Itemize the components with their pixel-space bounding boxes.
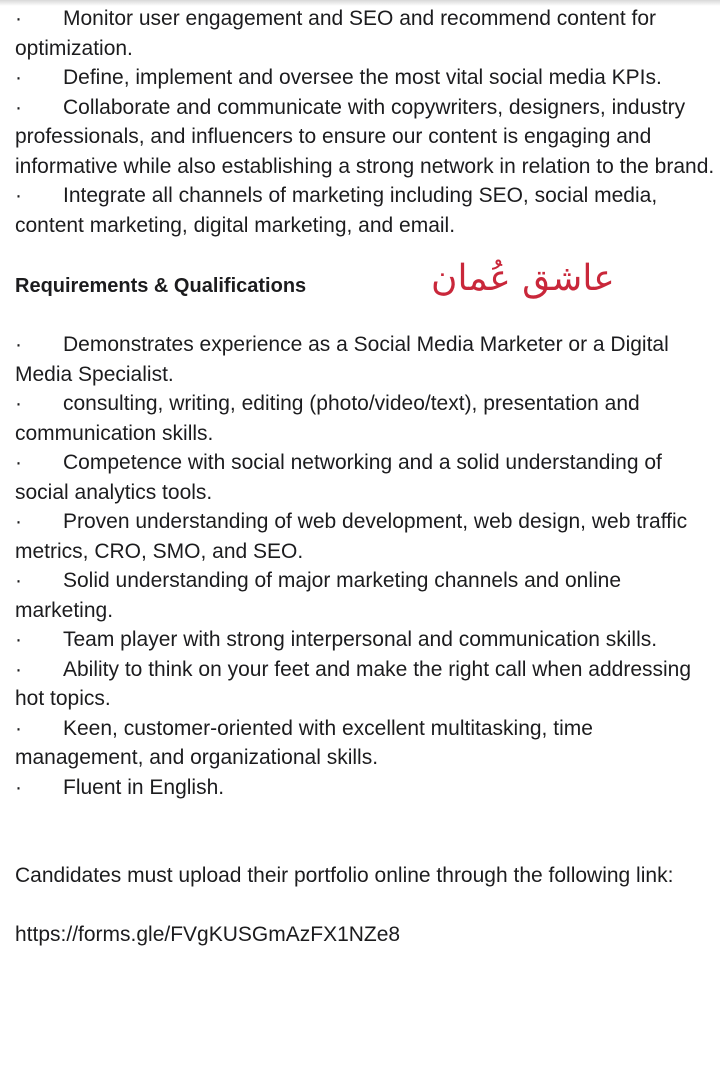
list-item: [15, 714, 715, 773]
list-item: [15, 448, 715, 507]
watermark: عاشق عُمان: [431, 258, 615, 299]
list-item-text: Solid understanding of major marketing channels and online marketing.: [15, 569, 622, 622]
duties-list: [15, 4, 715, 240]
spacer: [15, 802, 715, 861]
section-heading: Requirements & Qualifications: [15, 275, 307, 297]
bullet-icon: ·: [15, 333, 22, 356]
list-item: [15, 4, 715, 63]
list-item-text: consulting, writing, editing (photo/video/text), presentation and communication skills.: [15, 392, 640, 445]
list-item-text: Team player with strong interpersonal and communication skills.: [63, 628, 658, 651]
bullet-icon: ·: [15, 657, 22, 681]
list-item-text: Monitor user engagement and SEO and recommend content for optimization.: [15, 7, 657, 60]
upload-instruction: Candidates must upload their portfolio online through the following link:: [15, 864, 674, 887]
requirements-heading-row: [15, 258, 715, 314]
list-item: [15, 93, 715, 182]
list-item: [15, 389, 715, 448]
list-item-text: Demonstrates experience as a Social Media Marketer or a Digital Media Specialist.: [15, 333, 669, 386]
bullet-icon: ·: [15, 628, 22, 651]
bullet-icon: ·: [15, 66, 22, 89]
list-item: [15, 625, 715, 655]
bullet-icon: ·: [15, 95, 22, 119]
bullet-icon: ·: [15, 716, 22, 740]
spacer: [15, 891, 715, 920]
bullet-icon: ·: [15, 510, 22, 533]
list-item-text: Define, implement and oversee the most vital social media KPIs.: [63, 66, 662, 89]
list-item-text: Proven understanding of web development, web design, web traffic metrics, CRO, SMO, and SEO.: [15, 510, 688, 563]
job-description: [15, 4, 715, 949]
list-item-text: Integrate all channels of marketing including SEO, social media, content marketing, digital marketing, and email.: [15, 184, 658, 237]
bullet-icon: ·: [15, 775, 22, 799]
list-item: [15, 63, 715, 93]
bullet-icon: ·: [15, 451, 22, 474]
list-item: [15, 655, 715, 714]
list-item: [15, 507, 715, 566]
list-item-text: Ability to think on your feet and make the right call when addressing hot topics.: [15, 657, 692, 710]
list-item-text: Fluent in English.: [63, 775, 225, 799]
list-item: [15, 181, 715, 240]
requirements-list: [15, 330, 715, 802]
list-item: [15, 566, 715, 625]
bullet-icon: ·: [15, 7, 22, 30]
list-item: [15, 330, 715, 389]
list-item-text: Competence with social networking and a solid understanding of social analytics tools.: [15, 451, 662, 504]
bullet-icon: ·: [15, 392, 22, 415]
bullet-icon: ·: [15, 569, 22, 592]
list-item: [15, 773, 715, 803]
portfolio-link[interactable]: https://forms.gle/FVgKUSGmAzFX1NZe8: [15, 922, 401, 946]
bullet-icon: ·: [15, 184, 22, 207]
list-item-text: Keen, customer-oriented with excellent multitasking, time management, and organizational skills.: [15, 716, 593, 769]
list-item-text: Collaborate and communicate with copywriters, designers, industry professionals, and influencers to ensure our content is engaging and informative while also establishing a strong network in relation to the brand.: [15, 95, 715, 178]
